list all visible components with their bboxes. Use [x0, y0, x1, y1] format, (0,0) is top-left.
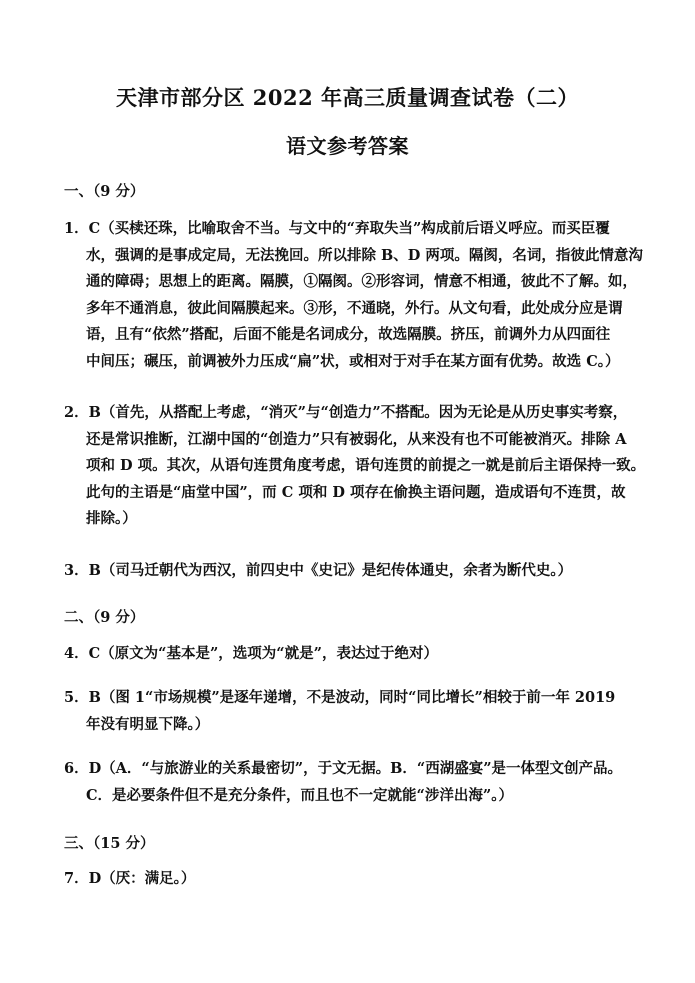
- answer-line: 4．C（原文为“基本是”，选项为“就是”，表达过于绝对）: [64, 645, 438, 662]
- answer-line: 排除。）: [86, 510, 137, 527]
- answer-line: 5．B（图 1“市场规模”是逐年递增，不是波动，同时“同比增长”相较于前一年 2019: [64, 689, 616, 706]
- answer-line: C．是必要条件但不是充分条件，而且也不一定就能“涉洋出海”。）: [86, 786, 513, 804]
- answer-line: 中间压；碾压，前调被外力压成“扁”状，或相对于对手在某方面有优势。故选 C。）: [86, 352, 620, 370]
- page-subtitle: 语文参考答案: [286, 134, 409, 158]
- answer-line: 水，强调的是事成定局，无法挽回。所以排除 B、D 两项。隔阂，名词，指彼此情意沟: [86, 246, 643, 264]
- answer-item-5: [64, 685, 644, 738]
- answer-item-6: [64, 756, 644, 809]
- section-heading-2: 二、（9 分）: [64, 609, 145, 626]
- answer-item-7: [64, 866, 644, 893]
- answer-line: 语，且有“依然”搭配，后面不能是名词成分，故选隔膜。挤压，前调外力从四面往: [86, 326, 611, 343]
- answer-line: 6．D（A．“与旅游业的关系最密切”，于文无据。B．“西湖盛宴”是一体型文创产品。: [64, 760, 623, 777]
- answer-line: 项和 D 项。其次，从语句连贯角度考虑，语句连贯的前提之一就是前后主语保持一致。: [86, 457, 646, 474]
- section-heading-3: 三、（15 分）: [64, 835, 155, 852]
- answer-line: 1．C（买椟还珠，比喻取舍不当。与文中的“弃取失当”构成前后语义呼应。而买臣覆: [64, 220, 610, 237]
- page-title: 天津市部分区 2022 年高三质量调查试卷（二）: [115, 85, 580, 110]
- answer-item-3: [64, 558, 644, 585]
- answer-line: 2．B（首先，从搭配上考虑，“消灭”与“创造力”不搭配。因为无论是从历史事实考察，: [64, 404, 628, 421]
- answer-line: 还是常识推断，江湖中国的“创造力”只有被弱化，从来没有也不可能被消灭。排除 A: [86, 430, 627, 448]
- section-heading-1: 一、（9 分）: [64, 183, 145, 200]
- answer-line: 此句的主语是“庙堂中国”，而 C 项和 D 项存在偷换主语问题，造成语句不连贯，故: [86, 483, 626, 501]
- answer-item-1: [64, 216, 644, 375]
- answer-line: 年没有明显下降。）: [86, 715, 210, 733]
- answer-item-2: [64, 400, 644, 533]
- answer-line: 多年不通消息，彼此间隔膜起来。③形，不通晓，外行。从文句看，此处成分应是谓: [86, 299, 623, 317]
- answer-line: 7．D（厌：满足。）: [64, 870, 196, 887]
- answer-line: 通的障碍；思想上的距离。隔膜，①隔阂。②形容词，情意不相通，彼此不了解。如，: [86, 273, 637, 290]
- answer-line: 3．B（司马迁朝代为西汉，前四史中《史记》是纪传体通史，余者为断代史。）: [64, 562, 573, 579]
- answer-item-4: [64, 641, 644, 668]
